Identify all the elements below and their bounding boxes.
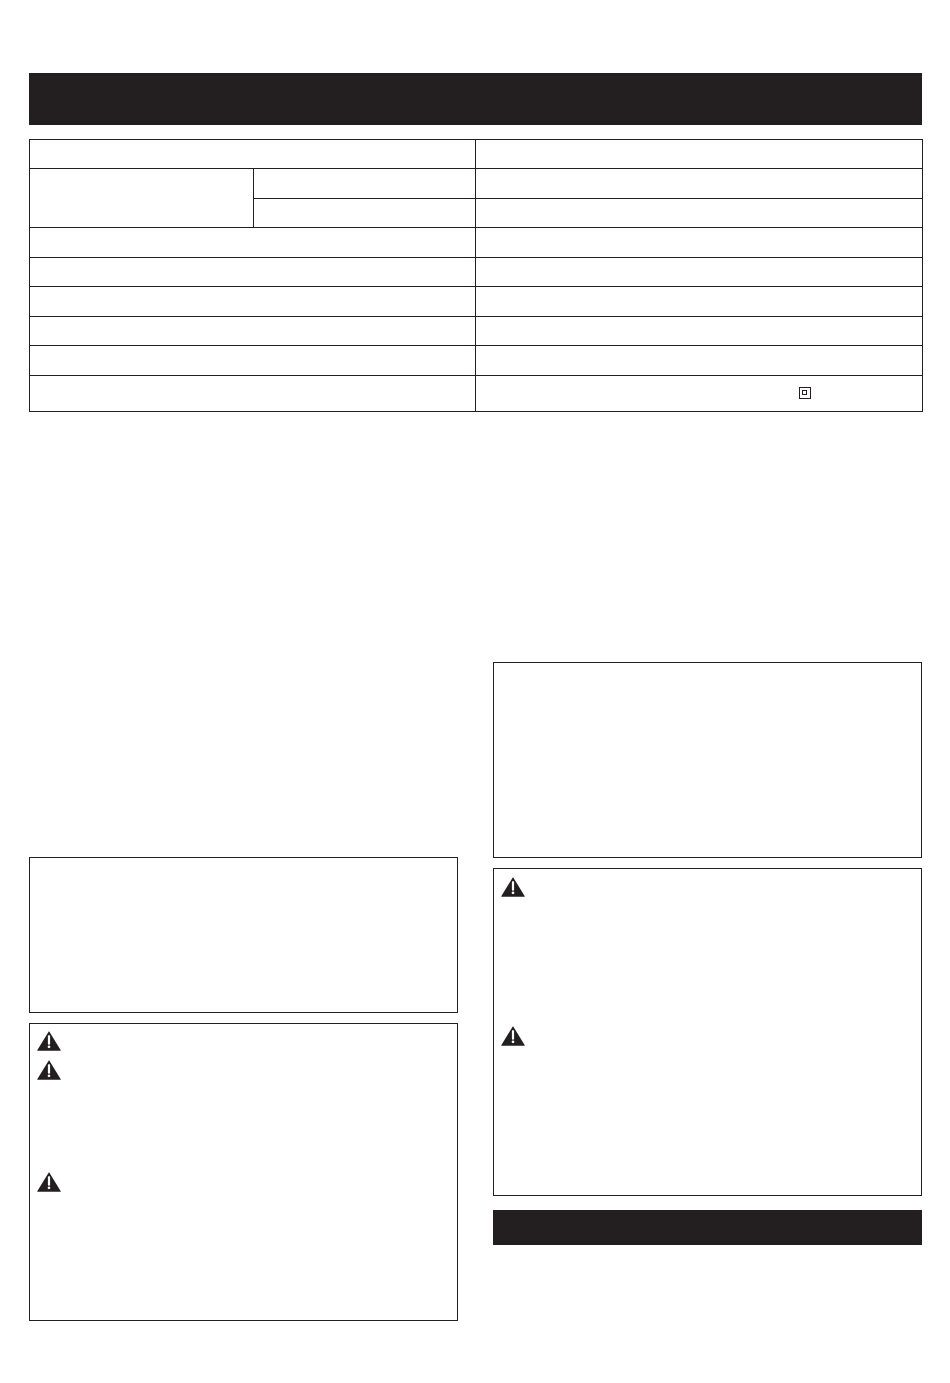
spec-value [476, 316, 923, 345]
notice-box-left-top [29, 857, 458, 1013]
spec-value [476, 198, 923, 227]
spec-label [30, 287, 476, 316]
spec-value [476, 169, 923, 198]
spec-value [476, 346, 923, 375]
section-heading-bar [493, 1210, 922, 1245]
table-row [30, 140, 923, 169]
table-row [30, 375, 923, 411]
spec-label [30, 375, 476, 411]
specifications-table [29, 139, 923, 412]
spec-value [476, 140, 923, 169]
class-ii-double-insulation-icon [799, 387, 811, 399]
warning-box-left [29, 1023, 458, 1321]
spec-label [30, 257, 476, 286]
spec-label [30, 169, 254, 228]
table-row [30, 316, 923, 345]
warning-triangle-icon [501, 877, 525, 897]
spec-value [476, 257, 923, 286]
warning-triangle-icon [501, 1026, 525, 1046]
warning-triangle-icon [37, 1031, 61, 1051]
spec-label [30, 316, 476, 345]
table-row [30, 228, 923, 257]
warning-box-right [493, 868, 922, 1196]
header-bar [29, 73, 922, 125]
spec-value-cell [476, 375, 923, 411]
spec-sub-label [254, 169, 476, 198]
warning-triangle-icon [37, 1060, 61, 1080]
spec-sub-label [254, 198, 476, 227]
spec-label [30, 228, 476, 257]
spec-label [30, 140, 476, 169]
notice-box-right-top [493, 662, 922, 858]
spec-value [476, 228, 923, 257]
warning-triangle-icon [37, 1172, 61, 1192]
spec-value [476, 287, 923, 316]
table-row [30, 257, 923, 286]
spec-label [30, 346, 476, 375]
table-row [30, 346, 923, 375]
table-row [30, 287, 923, 316]
table-row [30, 169, 923, 198]
